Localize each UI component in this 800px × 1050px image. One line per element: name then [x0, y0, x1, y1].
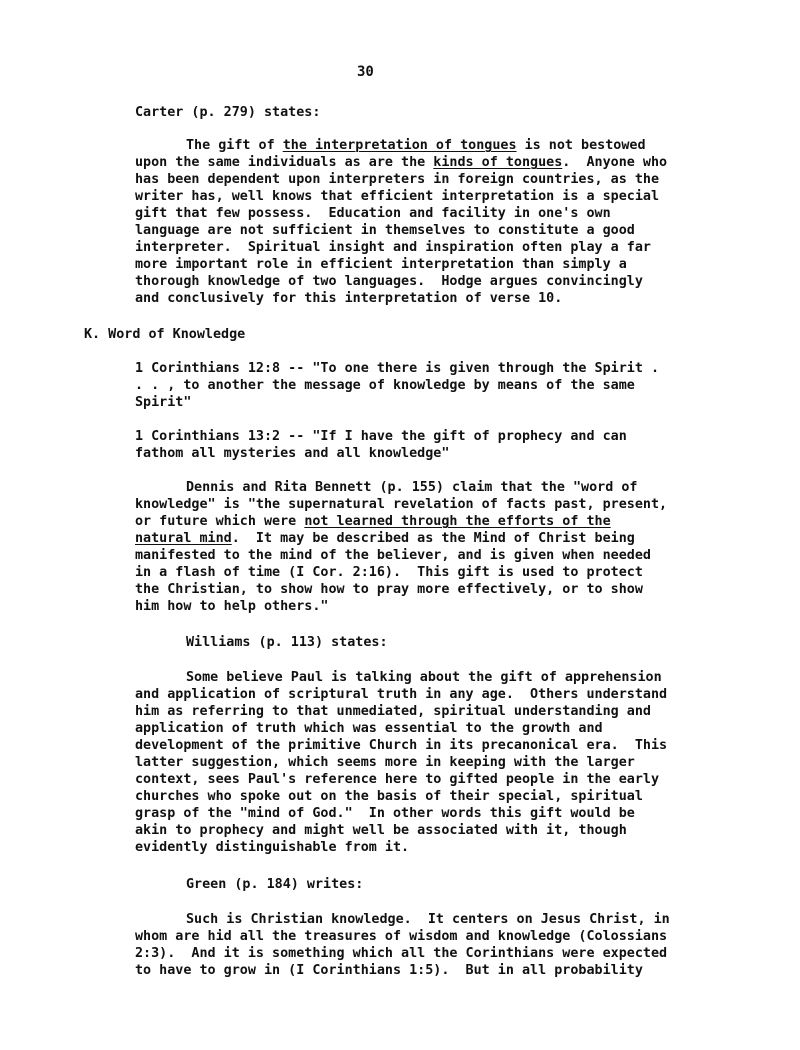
carter-line-10: and conclusively for this interpretation of verse 10.	[135, 291, 563, 306]
underlined-text: kinds of tongues	[433, 155, 563, 170]
williams-line-10: akin to prophecy and might well be associated with it, though	[135, 823, 627, 838]
carter-line-9: thorough knowledge of two languages. Hodge argues convincingly	[135, 274, 643, 289]
underlined-text: natural mind	[135, 531, 232, 546]
bennett-line-6: in a flash of time (I Cor. 2:16). This gift is used to protect	[135, 565, 643, 580]
underlined-text: not learned through the efforts of the	[304, 514, 611, 529]
text-span: . Anyone who	[562, 155, 668, 170]
green-line-1: Such is Christian knowledge. It centers on Jesus Christ, in	[186, 912, 670, 927]
section-heading: K. Word of Knowledge	[84, 327, 246, 342]
bennett-line-5: manifested to the mind of the believer, and is given when needed	[135, 548, 651, 563]
bennett-line-8: him how to help others."	[135, 599, 329, 614]
carter-line-8: more important role in efficient interpretation than simply a	[135, 257, 627, 272]
text-span: upon the same individuals as are the	[135, 155, 434, 170]
williams-line-1: Some believe Paul is talking about the gift of apprehension	[186, 670, 662, 685]
green-intro: Green (p. 184) writes:	[186, 877, 364, 892]
bennett-line-1: Dennis and Rita Bennett (p. 155) claim that the "word of	[186, 480, 638, 495]
text-span: or future which were	[135, 514, 305, 529]
carter-intro: Carter (p. 279) states:	[135, 105, 321, 120]
green-line-3: 2:3). And it is something which all the Corinthians were expected	[135, 946, 668, 961]
carter-line-7: interpreter. Spiritual insight and inspiration often play a far	[135, 240, 651, 255]
carter-line-4: writer has, well knows that efficient interpretation is a special	[135, 189, 660, 204]
williams-line-3: him as referring to that unmediated, spiritual understanding and	[135, 704, 651, 719]
verse-1-line-1: 1 Corinthians 12:8 -- "To one there is given through the Spirit .	[135, 361, 660, 376]
williams-line-2: and application of scriptural truth in any age. Others understand	[135, 687, 668, 702]
williams-line-8: churches who spoke out on the basis of their special, spiritual	[135, 789, 643, 804]
page-number: 30	[357, 64, 374, 80]
underlined-text: the interpretation of tongues	[282, 138, 517, 153]
bennett-line-2: knowledge" is "the supernatural revelation of facts past, present,	[135, 497, 668, 512]
text-span: . It may be described as the Mind of Christ being	[231, 531, 635, 546]
williams-line-11: evidently distinguishable from it.	[135, 840, 410, 855]
green-line-2: whom are hid all the treasures of wisdom and knowledge (Colossians	[135, 929, 668, 944]
verse-2-line-1: 1 Corinthians 13:2 -- "If I have the gift of prophecy and can	[135, 429, 627, 444]
carter-line-3: has been dependent upon interpreters in foreign countries, as the	[135, 172, 660, 187]
williams-intro: Williams (p. 113) states:	[186, 635, 388, 650]
verse-1-line-2: . . , to another the message of knowledge by means of the same	[135, 378, 635, 393]
text-span: The gift of	[186, 138, 283, 153]
williams-line-4: application of truth which was essential to the growth and	[135, 721, 603, 736]
verse-2-line-2: fathom all mysteries and all knowledge"	[135, 446, 450, 461]
carter-line-5: gift that few possess. Education and facility in one's own	[135, 206, 611, 221]
text-span: is not bestowed	[516, 138, 646, 153]
williams-line-6: latter suggestion, which seems more in keeping with the larger	[135, 755, 635, 770]
verse-1-line-3: Spirit"	[135, 395, 192, 410]
carter-line-6: language are not sufficient in themselves to constitute a good	[135, 223, 635, 238]
williams-line-7: context, sees Paul's reference here to gifted people in the early	[135, 772, 660, 787]
green-line-4: to have to grow in (I Corinthians 1:5). But in all probability	[135, 963, 643, 978]
williams-line-5: development of the primitive Church in its precanonical era. This	[135, 738, 668, 753]
williams-line-9: grasp of the "mind of God." In other words this gift would be	[135, 806, 635, 821]
bennett-line-7: the Christian, to show how to pray more effectively, or to show	[135, 582, 643, 597]
